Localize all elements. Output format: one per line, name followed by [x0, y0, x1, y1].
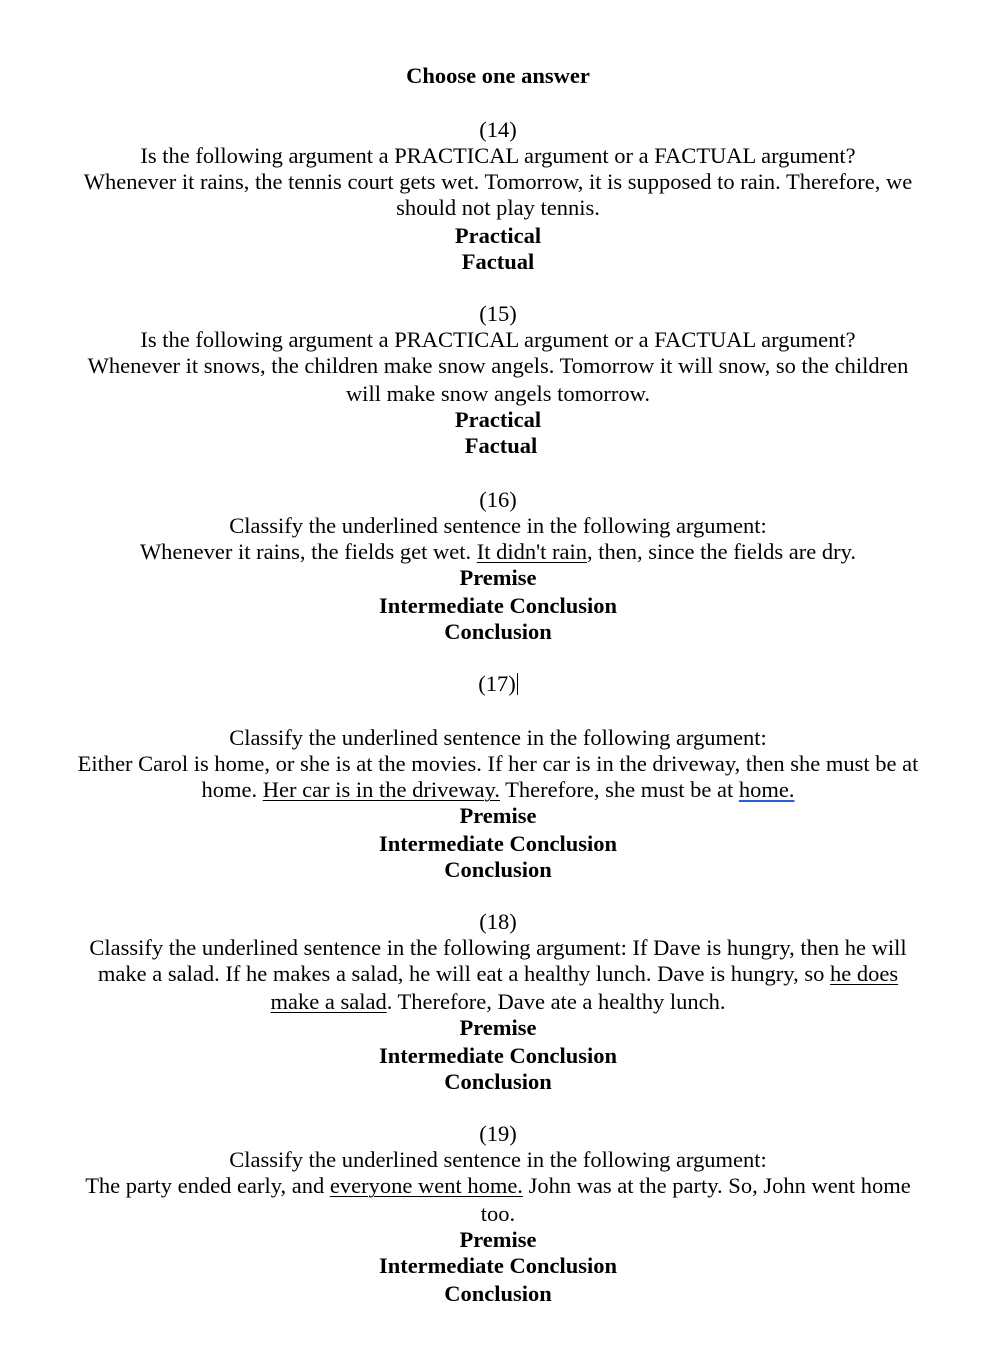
- underlined-sentence: Her car is in the driveway.: [262, 777, 500, 802]
- answer-option-conclusion[interactable]: Conclusion: [444, 857, 552, 882]
- answer-option-factual[interactable]: Factual: [461, 249, 535, 274]
- argument-text: . Therefore, Dave ate a healthy lunch.: [386, 989, 726, 1014]
- argument-text: , then, since the fields are dry.: [586, 539, 857, 564]
- question-prompt: Is the following argument a PRACTICAL argument or a FACTUAL argument?: [140, 327, 856, 352]
- question-prompt: Classify the underlined sentence in the following argument:: [229, 513, 767, 538]
- underlined-sentence: he does: [829, 961, 899, 986]
- underlined-sentence: everyone went home.: [329, 1173, 523, 1198]
- text-cursor: [517, 673, 518, 695]
- answer-option-practical[interactable]: Practical: [454, 223, 542, 248]
- question-number: (16): [479, 487, 517, 512]
- answer-option-factual[interactable]: Factual: [464, 433, 538, 458]
- argument-text-line: [40, 1173, 956, 1199]
- argument-text-line: [40, 961, 956, 987]
- answer-option-conclusion[interactable]: Conclusion: [444, 1281, 552, 1306]
- question-number: (18): [479, 909, 517, 934]
- question-prompt: Is the following argument a PRACTICAL argument or a FACTUAL argument?: [140, 143, 856, 168]
- question-number: (19): [479, 1121, 517, 1146]
- argument-text-line: Whenever it rains, the tennis court gets wet. Tomorrow, it is supposed to rain. Therefore, we: [83, 169, 913, 194]
- answer-option-premise[interactable]: Premise: [459, 803, 537, 828]
- answer-option-intermediate-conclusion[interactable]: Intermediate Conclusion: [378, 831, 618, 856]
- question-prompt: Classify the underlined sentence in the following argument:: [229, 725, 767, 750]
- argument-text-line: will make snow angels tomorrow.: [345, 381, 651, 406]
- argument-text-line: Either Carol is home, or she is at the movies. If her car is in the driveway, then she must be at: [77, 751, 919, 776]
- question-number: (14): [479, 117, 517, 142]
- page-heading: Choose one answer: [406, 63, 590, 88]
- answer-option-conclusion[interactable]: Conclusion: [444, 619, 552, 644]
- argument-text-line: [40, 989, 956, 1015]
- argument-text: home.: [201, 777, 263, 802]
- answer-option-premise[interactable]: Premise: [459, 1227, 537, 1252]
- answer-option-intermediate-conclusion[interactable]: Intermediate Conclusion: [378, 1043, 618, 1068]
- answer-option-intermediate-conclusion[interactable]: Intermediate Conclusion: [378, 593, 618, 618]
- argument-text-line: Classify the underlined sentence in the following argument: If Dave is hungry, then he will: [89, 935, 907, 960]
- question-number-line: [40, 671, 956, 697]
- question-number: (15): [479, 301, 517, 326]
- argument-text: Therefore, she must be at: [499, 777, 739, 802]
- answer-option-premise[interactable]: Premise: [459, 565, 537, 590]
- argument-text: make a salad. If he makes a salad, he will eat a healthy lunch. Dave is hungry, so: [97, 961, 830, 986]
- underlined-sentence: It didn't rain: [476, 539, 587, 564]
- argument-text-line: should not play tennis.: [396, 195, 600, 220]
- argument-text: John was at the party. So, John went home: [522, 1173, 911, 1198]
- argument-text-line: [40, 539, 956, 565]
- answer-option-practical[interactable]: Practical: [454, 407, 542, 432]
- question-number: (17): [478, 671, 516, 696]
- argument-text: The party ended early, and: [85, 1173, 330, 1198]
- argument-text: Whenever it rains, the fields get wet.: [139, 539, 477, 564]
- answer-option-premise[interactable]: Premise: [459, 1015, 537, 1040]
- argument-text-line: Whenever it snows, the children make snow angels. Tomorrow it will snow, so the children: [87, 353, 909, 378]
- argument-text-line: too.: [480, 1201, 516, 1226]
- question-prompt: Classify the underlined sentence in the following argument:: [229, 1147, 767, 1172]
- answer-option-conclusion[interactable]: Conclusion: [444, 1069, 552, 1094]
- answer-option-intermediate-conclusion[interactable]: Intermediate Conclusion: [378, 1253, 618, 1278]
- spellcheck-underline-text: home.: [738, 777, 795, 802]
- argument-text-line: [40, 777, 956, 803]
- underlined-sentence: make a salad: [270, 989, 387, 1014]
